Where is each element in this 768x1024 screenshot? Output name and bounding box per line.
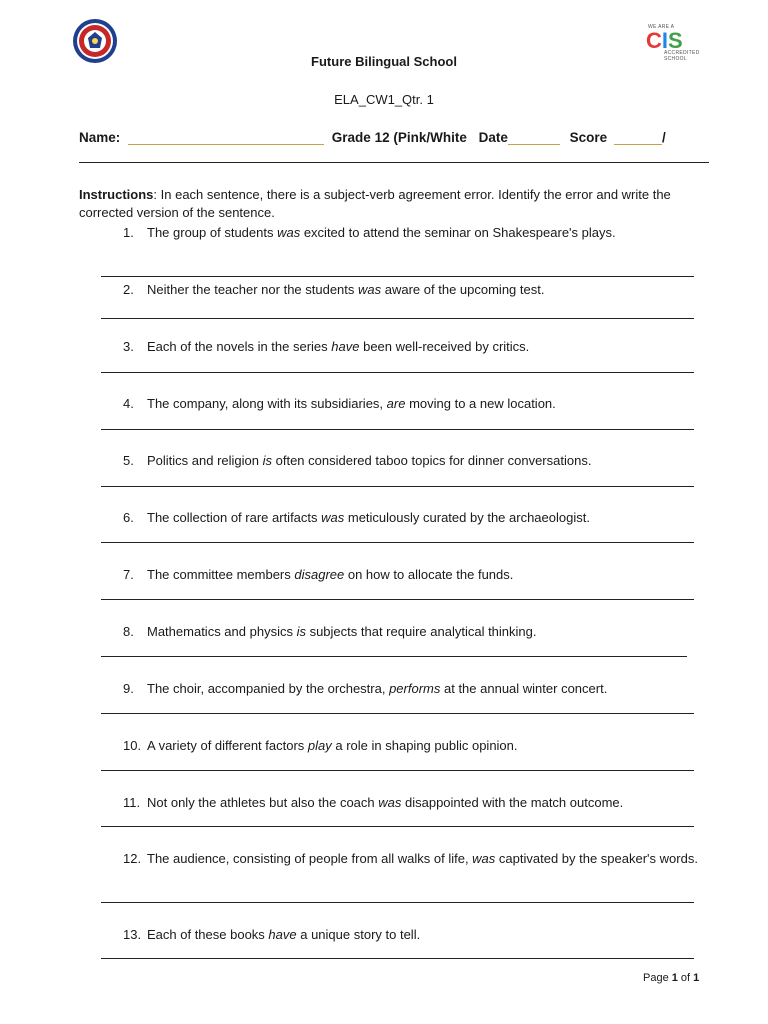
answer-line[interactable] <box>101 902 694 903</box>
sentence-end: been well-received by critics. <box>359 339 530 354</box>
error-verb: are <box>386 396 406 411</box>
sentence-end: excited to attend the seminar on Shakespeare's plays. <box>300 225 616 240</box>
answer-line[interactable] <box>101 656 687 657</box>
sentence-end: captivated by the speaker's words. <box>495 851 698 866</box>
of-label: of <box>677 972 694 984</box>
question-text <box>147 338 703 357</box>
sentence-end: disappointed with the match outcome. <box>401 795 624 810</box>
question-text <box>147 680 703 699</box>
sentence-end: on how to allocate the funds. <box>344 567 514 582</box>
error-verb: have <box>331 339 360 354</box>
question-item <box>123 509 703 528</box>
question-text <box>147 794 703 813</box>
score-slash: / <box>661 130 666 145</box>
question-number: 13. <box>123 927 142 942</box>
header-divider <box>79 162 709 163</box>
question-item <box>123 281 703 300</box>
error-verb: performs <box>389 681 441 696</box>
question-text <box>147 281 703 300</box>
sentence-end: subjects that require analytical thinking. <box>305 624 537 639</box>
name-label: Name: <box>79 130 121 145</box>
school-name: Future Bilingual School <box>311 54 457 69</box>
date-label: Date <box>478 130 508 145</box>
instructions <box>79 186 719 222</box>
error-verb: is <box>262 453 273 468</box>
question-number: 8. <box>123 624 134 639</box>
question-number: 9. <box>123 681 134 696</box>
question-text <box>147 224 703 243</box>
error-verb: was <box>277 225 301 240</box>
cis-tagline: WE ARE A <box>648 24 675 30</box>
date-blank <box>508 144 560 145</box>
question-number: 3. <box>123 339 134 354</box>
answer-line[interactable] <box>101 276 694 277</box>
question-item <box>123 566 703 585</box>
question-number: 10. <box>123 738 142 753</box>
question-text <box>147 395 703 414</box>
sentence-start: The company, along with its subsidiaries, <box>147 396 387 411</box>
question-text <box>147 850 703 869</box>
instructions-text: : In each sentence, there is a subject-verb agreement error. Identify the error and write the corrected version of the sentence. <box>79 187 671 220</box>
answer-line[interactable] <box>101 318 694 319</box>
error-verb: have <box>268 927 297 942</box>
question-number: 6. <box>123 510 134 525</box>
score-label: Score <box>569 130 608 145</box>
question-number: 4. <box>123 396 134 411</box>
question-item <box>123 452 703 471</box>
sentence-end: at the annual winter concert. <box>440 681 608 696</box>
question-item <box>123 224 703 243</box>
question-item <box>123 794 703 813</box>
sentence-start: Each of these books <box>147 927 269 942</box>
error-verb: was <box>472 851 496 866</box>
answer-line[interactable] <box>101 486 694 487</box>
page-label: Page <box>643 972 672 984</box>
question-item <box>123 680 703 699</box>
sentence-start: The choir, accompanied by the orchestra, <box>147 681 390 696</box>
cis-mark: CIS <box>646 28 683 53</box>
sentence-end: aware of the upcoming test. <box>381 282 545 297</box>
question-item <box>123 850 703 869</box>
sentence-start: Neither the teacher nor the students <box>147 282 359 297</box>
question-number: 11. <box>123 795 141 810</box>
question-item <box>123 737 703 756</box>
question-item <box>123 395 703 414</box>
question-text <box>147 452 703 471</box>
question-item <box>123 926 703 945</box>
question-number: 12. <box>123 851 142 866</box>
error-verb: play <box>307 738 332 753</box>
answer-line[interactable] <box>101 372 694 373</box>
answer-line[interactable] <box>101 826 694 827</box>
answer-line[interactable] <box>101 542 694 543</box>
sentence-start: A variety of different factors <box>147 738 308 753</box>
cis-school-text: SCHOOL <box>664 56 687 62</box>
worksheet-code: ELA_CW1_Qtr. 1 <box>334 92 434 107</box>
sentence-start: Not only the athletes but also the coach <box>147 795 379 810</box>
answer-line[interactable] <box>101 429 694 430</box>
question-text <box>147 737 703 756</box>
sentence-start: The group of students <box>147 225 278 240</box>
score-blank <box>614 144 662 145</box>
error-verb: is <box>296 624 306 639</box>
error-verb: was <box>378 795 402 810</box>
sentence-end: moving to a new location. <box>405 396 556 411</box>
page-total: 1 <box>693 972 700 984</box>
question-text <box>147 566 703 585</box>
question-text <box>147 509 703 528</box>
error-verb: was <box>321 510 345 525</box>
sentence-start: The collection of rare artifacts <box>147 510 322 525</box>
question-text <box>147 623 703 642</box>
cis-accredited-text: ACCREDITED <box>664 50 700 56</box>
question-item <box>123 338 703 357</box>
sentence-start: The committee members <box>147 567 295 582</box>
answer-line[interactable] <box>101 770 694 771</box>
question-text <box>147 926 703 945</box>
sentence-end: often considered taboo topics for dinner conversations. <box>272 453 592 468</box>
answer-line[interactable] <box>101 958 694 959</box>
question-number: 1. <box>123 225 134 240</box>
answer-line[interactable] <box>101 599 694 600</box>
name-blank <box>128 144 324 145</box>
question-number: 2. <box>123 282 134 297</box>
sentence-start: Each of the novels in the series <box>147 339 332 354</box>
grade-label: Grade 12 (Pink/White <box>331 130 467 145</box>
sentence-end: a unique story to tell. <box>296 927 421 942</box>
answer-line[interactable] <box>101 713 694 714</box>
question-number: 5. <box>123 453 134 468</box>
error-verb: disagree <box>294 567 345 582</box>
error-verb: was <box>358 282 382 297</box>
sentence-end: meticulously curated by the archaeologist. <box>344 510 590 525</box>
student-info-line <box>79 130 666 145</box>
page-number: 1 <box>671 972 678 984</box>
sentence-start: Mathematics and physics <box>147 624 297 639</box>
question-number: 7. <box>123 567 134 582</box>
question-item <box>123 623 703 642</box>
page-footer <box>643 972 699 984</box>
sentence-end: a role in shaping public opinion. <box>331 738 518 753</box>
sentence-start: Politics and religion <box>147 453 263 468</box>
sentence-start: The audience, consisting of people from all walks of life, <box>147 851 473 866</box>
instructions-label: Instructions <box>79 187 154 202</box>
